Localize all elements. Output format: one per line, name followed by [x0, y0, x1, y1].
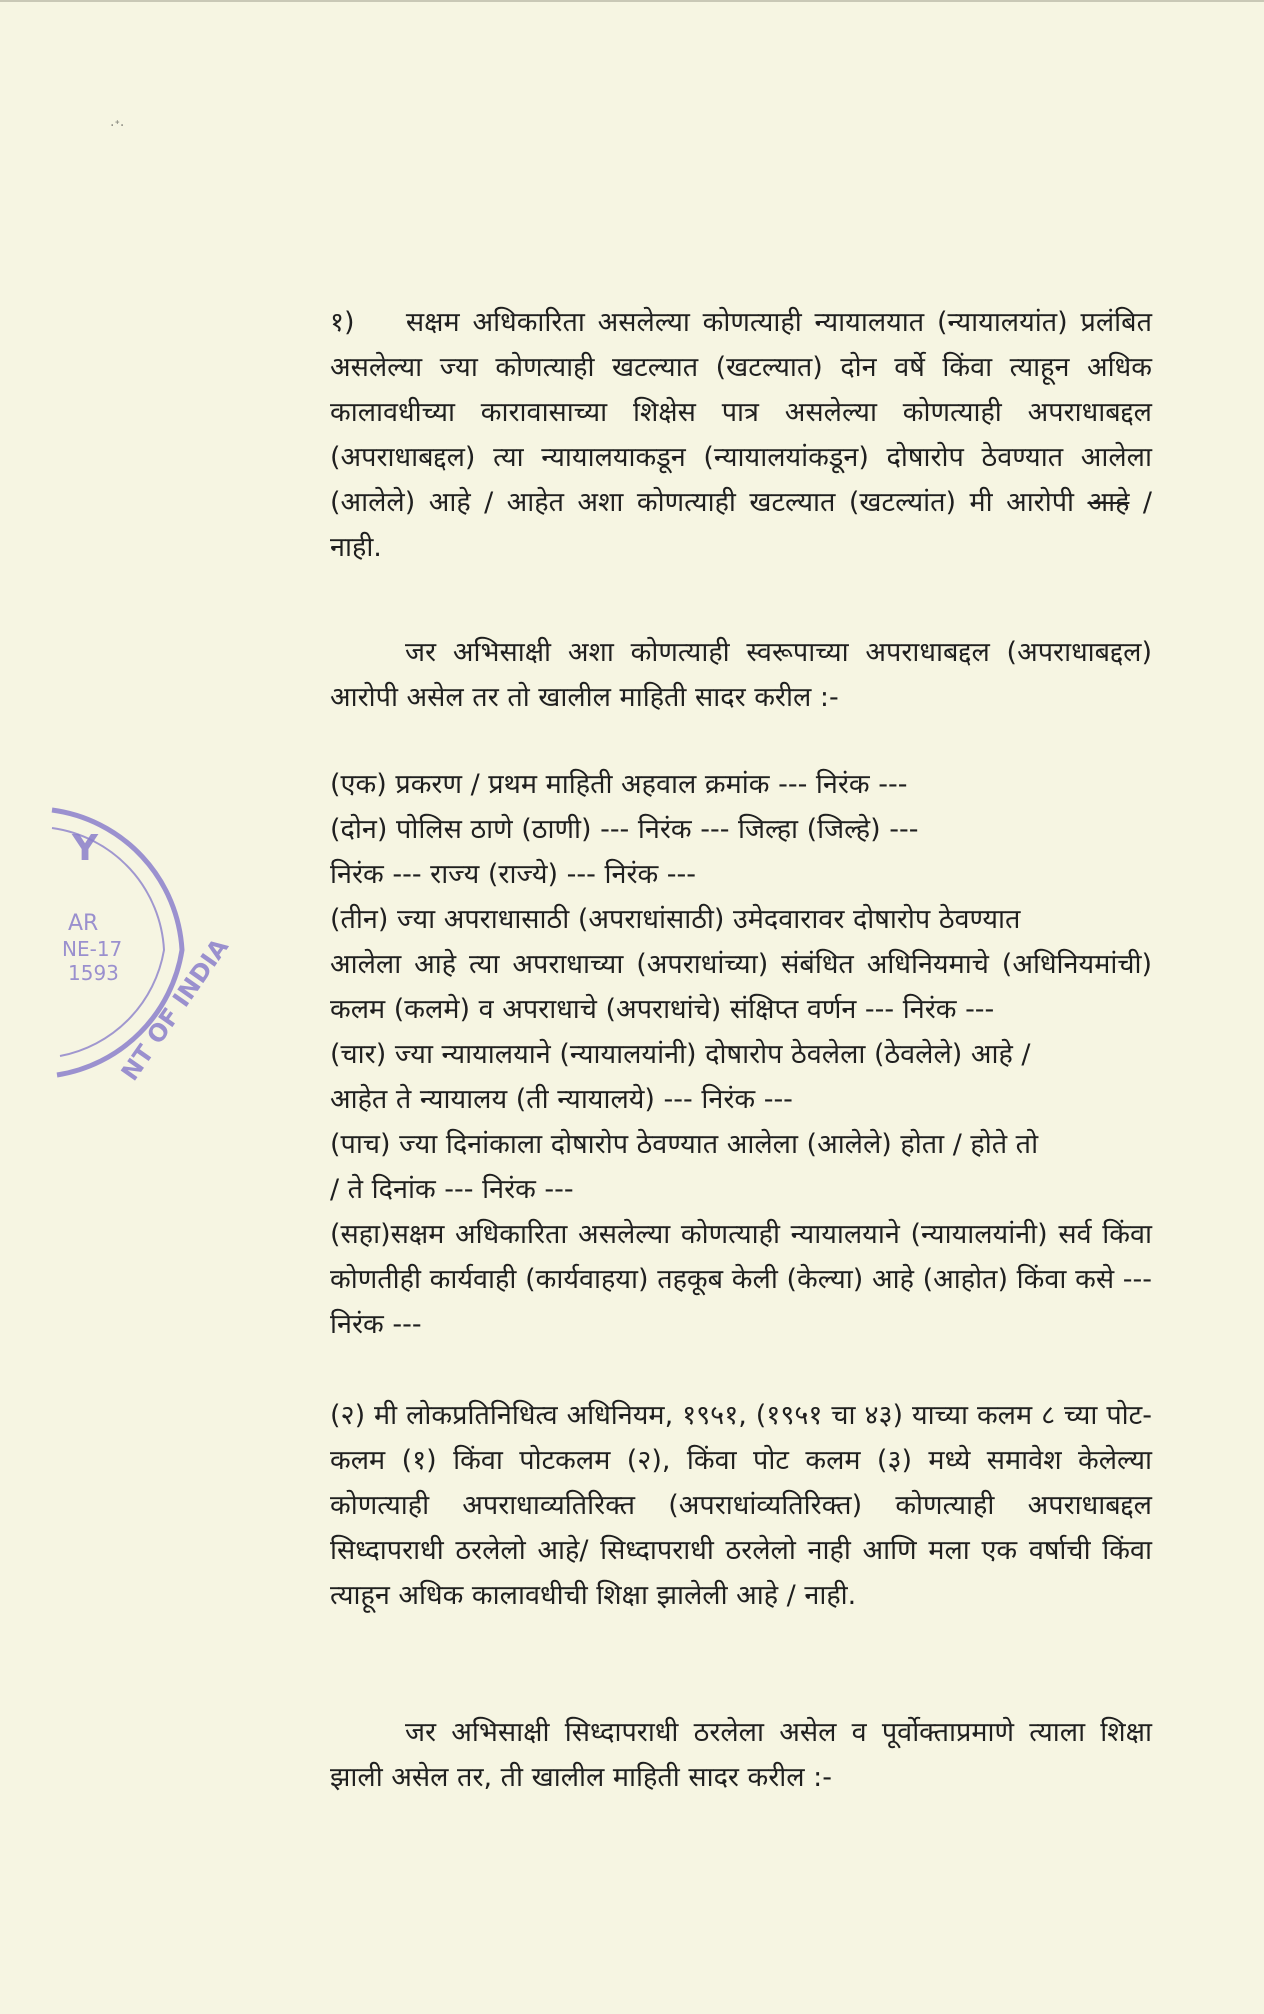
- paragraph-1: [330, 300, 1152, 570]
- item-label: (दोन): [330, 814, 388, 845]
- list-item-continuation: / ते दिनांक --- निरंक ---: [330, 1174, 574, 1205]
- paragraph-3-text: (२) मी लोकप्रतिनिधित्व अधिनियम, १९५१, (१९५१ चा ४३) याच्या कलम ८ च्या पोट-कलम (१) किंवा पोटकलम (२), किंवा पोट कलम (३) मध्ये समावेश केलेल्या कोणत्याही अपराधाव्यतिरिक्त (अपराधांव्यतिरिक्त) कोणत्याही अपराधाबद्दल सिध्दापराधी ठरलेलो आहे/ सिध्दापराधी ठरलेलो नाही आणि मला एक वर्षाची किंवा त्याहून अधिक कालावधीची शिक्षा झालेली आहे / नाही.: [330, 1400, 1152, 1611]
- svg-text:NE-17: NE-17: [62, 937, 123, 961]
- struck-word: आहे: [1087, 487, 1130, 518]
- paragraph-4: [330, 1710, 1152, 1800]
- list-item: [330, 807, 1152, 852]
- item-text: ज्या दिनांकाला दोषारोप ठेवण्यात आलेला (आलेले) होता / होते तो: [399, 1129, 1039, 1160]
- list-item-continuation: आलेला आहे त्या अपराधाच्या (अपराधांच्या) संबंधित अधिनियमाचे (अधिनियमांची) कलम (कलमे) व अपराधाचे (अपराधांचे) संक्षिप्त वर्णन --- निरंक ---: [330, 949, 1152, 1025]
- list-item: (सहा)सक्षम अधिकारिता असलेल्या कोणत्याही न्यायालयाने (न्यायालयांनी) सर्व किंवा कोणतीही कार्यवाही (कार्यवाहया) तहकूब केली (केल्या) आहे (आहोत) किंवा कसे --- निरंक ---: [330, 1219, 1152, 1340]
- svg-text:NT OF INDIA: NT OF INDIA: [115, 933, 235, 1086]
- list-item: [330, 897, 1152, 942]
- paper-speck: ·ᐩ·: [110, 118, 125, 134]
- item-label: (एक): [330, 769, 387, 800]
- svg-text:Y: Y: [72, 828, 99, 869]
- item-text: पोलिस ठाणे (ठाणी) --- निरंक --- जिल्हा (जिल्हे) ---: [395, 814, 919, 845]
- svg-text:AR: AR: [68, 911, 99, 936]
- paragraph-4-text: जर अभिसाक्षी सिध्दापराधी ठरलेला असेल व पूर्वोक्ताप्रमाणे त्याला शिक्षा झाली असेल तर, ती खालील माहिती सादर करील :-: [330, 1717, 1152, 1793]
- paragraph-number: १): [330, 307, 355, 338]
- item-text: ज्या अपराधासाठी (अपराधांसाठी) उमेदवारावर दोषारोप ठेवण्यात: [397, 904, 1021, 935]
- item-label: (चार): [330, 1039, 387, 1070]
- item-text: ज्या न्यायालयाने (न्यायालयांनी) दोषारोप ठेवलेला (ठेवलेले) आहे /: [394, 1039, 1031, 1070]
- list-item-continuation: आहेत ते न्यायालय (ती न्यायालये) --- निरंक ---: [330, 1084, 793, 1115]
- paragraph-2-text: जर अभिसाक्षी अशा कोणत्याही स्वरूपाच्या अपराधाबद्दल (अपराधाबद्दल) आरोपी असेल तर तो खालील माहिती सादर करील :-: [330, 637, 1152, 713]
- svg-text:1593: 1593: [68, 961, 119, 985]
- paragraph-3: [330, 1393, 1152, 1618]
- list-item: [330, 1032, 1152, 1077]
- top-border: [0, 0, 1264, 2]
- item-text: प्रकरण / प्रथम माहिती अहवाल क्रमांक --- निरंक ---: [395, 769, 908, 800]
- paragraph-1-end: / नाही.: [330, 487, 1152, 563]
- list-item: [330, 762, 1152, 807]
- details-list: [330, 762, 1152, 1347]
- list-item-continuation: निरंक --- राज्य (राज्ये) --- निरंक ---: [330, 859, 697, 890]
- official-seal-stamp: [32, 790, 235, 1090]
- item-label: (पाच): [330, 1129, 391, 1160]
- item-label: (तीन): [330, 904, 389, 935]
- paragraph-1-text: सक्षम अधिकारिता असलेल्या कोणत्याही न्यायालयात (न्यायालयांत) प्रलंबित असलेल्या ज्या कोणत्याही खटल्यात (खटल्यात) दोन वर्षे किंवा त्याहून अधिक कालावधीच्या कारावासाच्या शिक्षेस पात्र असलेल्या कोणत्याही अपराधाबद्दल (अपराधाबद्दल) त्या न्यायालयाकडून (न्यायालयांकडून) दोषारोप ठेवण्यात आलेला (आलेले) आहे / आहेत अशा कोणत्याही खटल्यात (खटल्यांत) मी आरोपी: [330, 307, 1152, 518]
- list-item: [330, 1122, 1152, 1167]
- paragraph-2: [330, 630, 1152, 720]
